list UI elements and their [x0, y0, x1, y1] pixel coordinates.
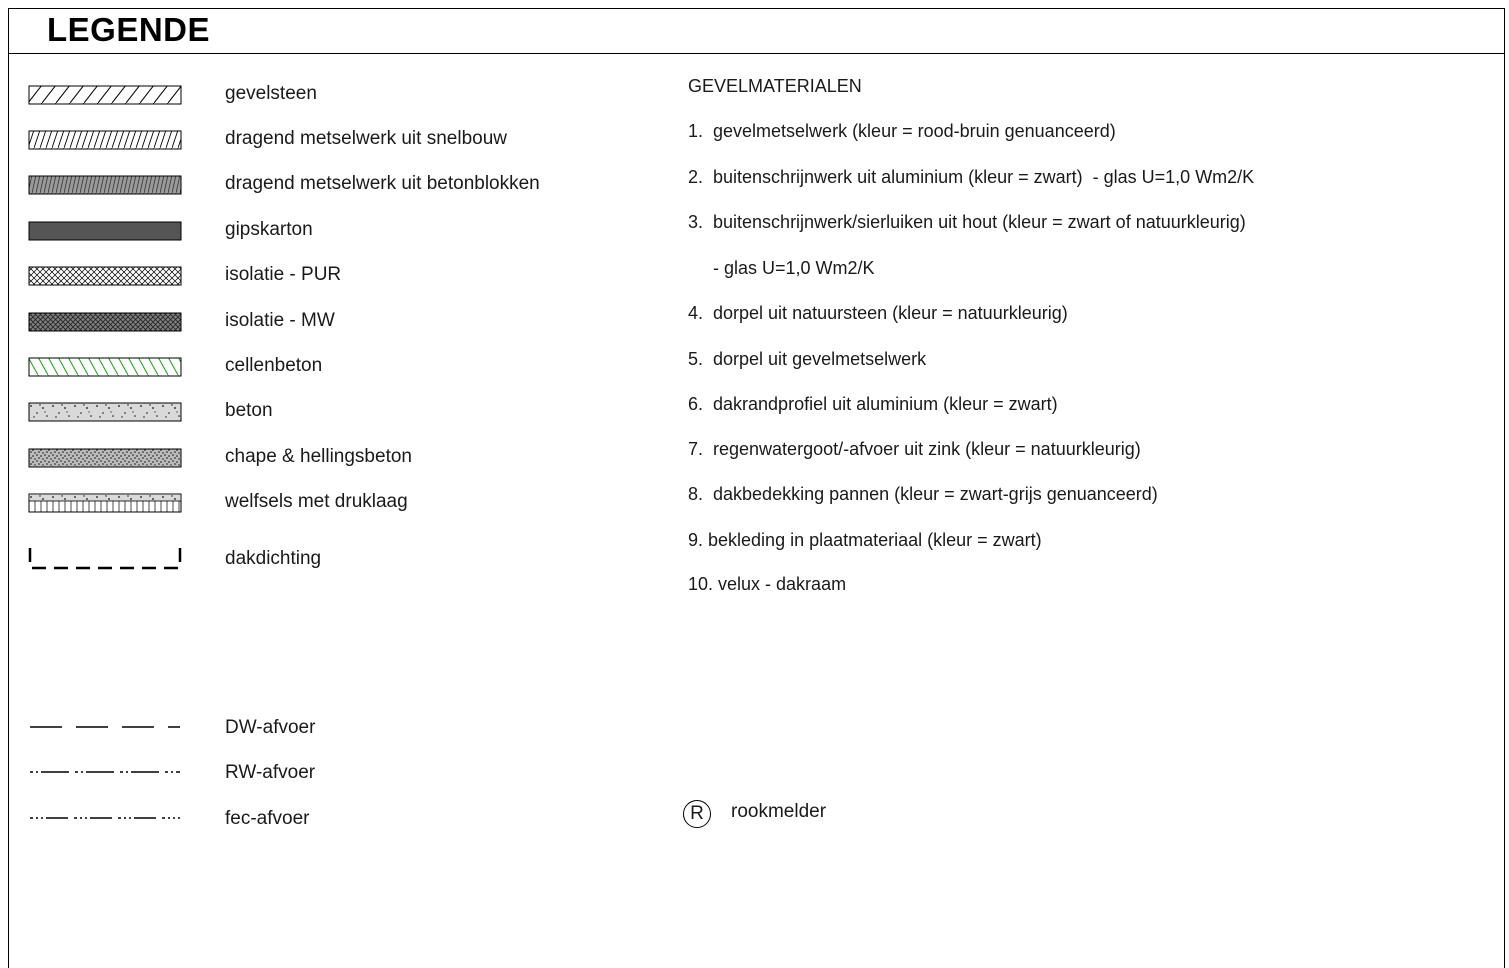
speckle-dense-swatch — [28, 448, 180, 466]
gevelmateriaal-item: 8. dakbedekking pannen (kleur = zwart-grijs genuanceerd) — [688, 484, 1158, 504]
smoke-detector-icon: R — [683, 800, 711, 828]
legend-label: gevelsteen — [225, 83, 317, 104]
drain-line-label: DW-afvoer — [225, 717, 316, 738]
legend-label: isolatie - PUR — [225, 264, 342, 285]
hatch-dense-swatch — [28, 130, 180, 148]
gevelmateriaal-item: 9. bekleding in plaatmateriaal (kleur = zwart) — [688, 530, 1042, 550]
gevelmateriaal-item: 6. dakrandprofiel uit aluminium (kleur = zwart) — [688, 394, 1058, 414]
title-bar — [9, 9, 1504, 54]
gevelmateriaal-item: 5. dorpel uit gevelmetselwerk — [688, 349, 927, 369]
legend-label: dragend metselwerk uit betonblokken — [225, 173, 540, 194]
dash-dot-dot-line-symbol — [28, 812, 180, 830]
dashed-bracket-swatch — [28, 550, 180, 568]
legend-label: dakdichting — [225, 548, 322, 569]
hatch-sparse-swatch — [28, 85, 180, 103]
legend-label: chape & hellingsbeton — [225, 446, 412, 467]
dash-dot-line-symbol — [28, 766, 180, 784]
crosshatch-light-swatch — [28, 266, 180, 284]
gevelmateriaal-item: - glas U=1,0 Wm2/K — [688, 258, 875, 278]
legend-label: gipskarton — [225, 219, 313, 240]
gevelmaterialen-heading: GEVELMATERIALEN — [688, 76, 862, 96]
drain-line-label: fec-afvoer — [225, 808, 310, 829]
ribbed-swatch — [28, 493, 180, 511]
drain-line-label: RW-afvoer — [225, 762, 316, 783]
legend-label: dragend metselwerk uit snelbouw — [225, 128, 507, 149]
gevelmateriaal-item: 1. gevelmetselwerk (kleur = rood-bruin genuanceerd) — [688, 121, 1116, 141]
gevelmateriaal-item: 10. velux - dakraam — [688, 574, 847, 594]
gevelmateriaal-item: 3. buitenschrijnwerk/sierluiken uit hout (kleur = zwart of natuurkleurig) — [688, 212, 1246, 232]
legend-label: beton — [225, 400, 273, 421]
gevelmateriaal-item: 2. buitenschrijnwerk uit aluminium (kleur = zwart) - glas U=1,0 Wm2/K — [688, 167, 1255, 187]
crosshatch-dark-swatch — [28, 312, 180, 330]
legend-label: cellenbeton — [225, 355, 323, 376]
legend-label: isolatie - MW — [225, 310, 335, 331]
speckle-light-swatch — [28, 402, 180, 420]
page-title: LEGENDE — [47, 11, 211, 48]
gevelmateriaal-item: 7. regenwatergoot/-afvoer uit zink (kleur = natuurkleurig) — [688, 439, 1141, 459]
dash-line-symbol — [28, 721, 180, 739]
legend-label: welfsels met druklaag — [225, 491, 408, 512]
solid-dark-swatch — [28, 221, 180, 239]
smoke-detector-label: rookmelder — [731, 801, 827, 822]
gevelmateriaal-item: 4. dorpel uit natuursteen (kleur = natuurkleurig) — [688, 303, 1068, 323]
hatch-green-swatch — [28, 357, 180, 375]
hatch-gray-swatch — [28, 175, 180, 193]
